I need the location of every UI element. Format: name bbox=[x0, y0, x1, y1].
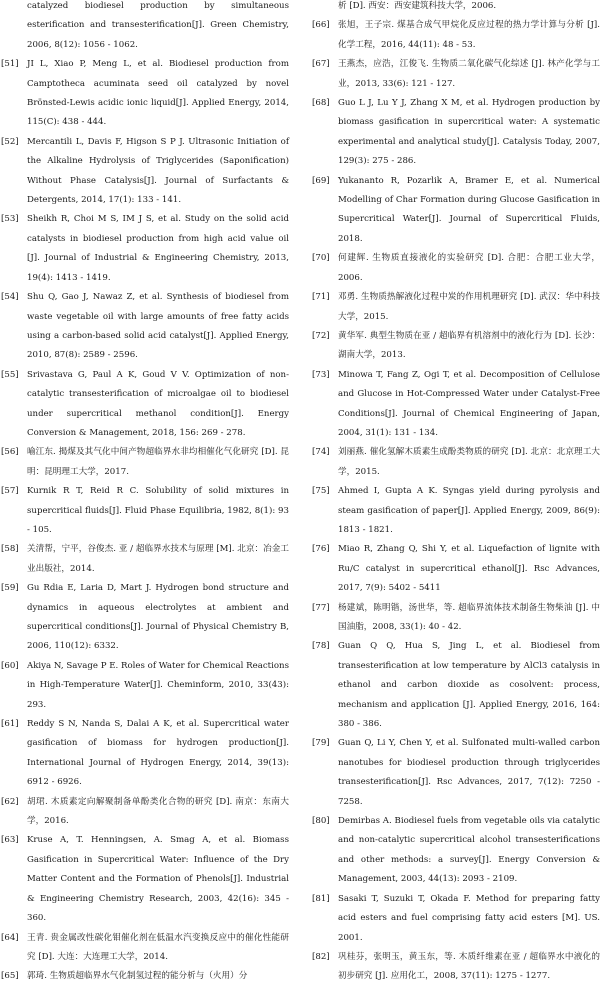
reference-text: Mercantili L, Davis F, Higson S P J. Ultrasonic Initiation of the Alkaline Hydrolysis of Triglycerides (Saponification) Without Phase Catalysis[J]. Journal of Surfactants & Detergents, 2014, 17(1): 133 - 141. bbox=[27, 136, 289, 206]
reference-entry bbox=[1, 540, 289, 579]
reference-text: 邓勇. 生物质热解液化过程中炭的作用机理研究 [D]. 武汉：华中科技大学，2015. bbox=[338, 292, 600, 322]
reference-text: Srivastava G, Paul A K, Goud V V. Optimization of non-catalytic transesterification of microalgae oil to biodiesel under supercritical methanol condition[J]. Energy Conversion & Management, 2018, 156: 269 - 278. bbox=[27, 369, 289, 438]
reference-entry bbox=[1, 443, 289, 482]
reference-number: [60] bbox=[1, 660, 19, 671]
reference-number: [54] bbox=[1, 292, 19, 303]
reference-entry bbox=[1, 929, 289, 968]
reference-number: [59] bbox=[1, 583, 19, 594]
reference-text: 析 [D]. 西安：西安建筑科技大学，2006. bbox=[338, 1, 497, 11]
reference-number: [53] bbox=[1, 214, 19, 225]
reference-entry bbox=[1, 210, 289, 288]
reference-number: [80] bbox=[312, 816, 330, 827]
reference-text: Demirbas A. Biodiesel fuels from vegetable oils via catalytic and non-catalytic supercritical alcohol transesterifications and other methods: a survey[J]. Energy Conversion & Management, 2003, 44(13): 2093 - 2109. bbox=[338, 816, 600, 885]
reference-entry bbox=[312, 637, 600, 734]
reference-number: [57] bbox=[1, 486, 19, 497]
reference-text: 胡珺. 木质素定向解聚制备单酚类化合物的研究 [D]. 南京：东南大学，2016. bbox=[27, 796, 289, 827]
reference-number: [52] bbox=[1, 136, 19, 147]
reference-number: [56] bbox=[1, 447, 19, 458]
reference-entry bbox=[312, 172, 600, 250]
reference-number: [64] bbox=[1, 932, 19, 943]
reference-entry bbox=[312, 734, 600, 812]
reference-text: Miao R, Zhang Q, Shi Y, et al. Liquefaction of lignite with Ru/C catalyst in supercritical ethanol[J]. Rsc Advances, 2017, 7(9): 5402 - 5411 bbox=[338, 544, 600, 594]
reference-entry bbox=[312, 890, 600, 948]
reference-number: [75] bbox=[312, 486, 330, 497]
reference-entry bbox=[1, 657, 289, 715]
reference-entry bbox=[312, 482, 600, 540]
reference-number: [61] bbox=[1, 719, 19, 730]
reference-entry bbox=[312, 249, 600, 288]
reference-number: [79] bbox=[312, 738, 330, 749]
reference-number: [65] bbox=[1, 971, 19, 982]
reference-text: Guo L J, Lu Y J, Zhang X M, et al. Hydrogen production by biomass gasification in supercritical water: A systematic experimental and analytical study[J]. Catalysis Today, 2007, 129(3): 275 - 286. bbox=[338, 98, 600, 167]
reference-text: Ahmed I, Gupta A K. Syngas yield during pyrolysis and steam gasification of paper[J]. Applied Energy, 2009, 86(9): 1813 - 1821. bbox=[338, 486, 600, 535]
reference-entry bbox=[1, 715, 289, 793]
reference-number: [58] bbox=[1, 544, 19, 555]
reference-text: Reddy S N, Nanda S, Dalai A K, et al. Supercritical water gasification of biomass for hydrogen production[J]. International Journal of Hydrogen Energy, 2014, 39(13): 6912 - 6926. bbox=[27, 719, 289, 788]
reference-number: [71] bbox=[312, 292, 330, 303]
reference-entry bbox=[312, 948, 600, 987]
reference-text: 王燕杰，应浩，江俊飞. 生物质二氧化碳气化综述 [J]. 林产化学与工业，2013, 33(6): 121 - 127. bbox=[338, 59, 600, 89]
reference-entry bbox=[1, 793, 289, 832]
reference-number: [76] bbox=[312, 544, 330, 555]
reference-text: Yukananto R, Pozarlik A, Bramer E, et al. Numerical Modelling of Char Formation during Glucose Gasification in Supercritical Water[J]. Journal of Supercritical Fluids, 2018. bbox=[338, 175, 600, 244]
reference-text: Gu Rdia E, Laria D, Mart J. Hydrogen bond structure and dynamics in aqueous electrolytes at ambient and supercritical conditions[J]. Journal of Physical Chemistry B, 2006, 110(12): 6332. bbox=[27, 583, 289, 652]
reference-text: 何建辉. 生物质直接液化的实验研究 [D]. 合肥：合肥工业大学，2006. bbox=[338, 253, 600, 283]
reference-number: [81] bbox=[312, 893, 330, 904]
reference-number: [62] bbox=[1, 796, 19, 807]
reference-text: 郭琦. 生物质超临界水气化制氢过程的能分析与（火用）分 bbox=[27, 971, 248, 982]
reference-entry bbox=[312, 0, 600, 16]
reference-entry bbox=[312, 812, 600, 890]
reference-number: [70] bbox=[312, 253, 330, 264]
reference-entry bbox=[1, 0, 289, 55]
reference-text: Kruse A, T. Henningsen, A. Smag A, et al. Biomass Gasification in Supercritical Water: Influence of the Dry Matter Content and the Formation of Phenols[J]. Industrial & Engineering Chemistry Research, 2003, 42(16): 345 - 360. bbox=[27, 835, 289, 924]
reference-entry bbox=[1, 831, 289, 928]
reference-entry bbox=[312, 443, 600, 482]
reference-entry bbox=[312, 327, 600, 366]
reference-entry bbox=[312, 288, 600, 327]
reference-entry bbox=[312, 599, 600, 638]
reference-entry bbox=[1, 579, 289, 657]
reference-text: 王青. 贵金属改性碳化钼催化剂在低温水汽变换反应中的催化性能研究 [D]. 大连：大连理工大学，2014. bbox=[27, 932, 289, 962]
reference-text: 张旭，王子宗. 煤基合成气甲烷化反应过程的热力学计算与分析 [J]. 化学工程，2016, 44(11): 48 - 53. bbox=[338, 20, 600, 50]
right-reference-column bbox=[312, 0, 600, 987]
reference-text: 黄华军. 典型生物质在亚 / 超临界有机溶剂中的液化行为 [D]. 长沙：湖南大学，2013. bbox=[338, 330, 600, 361]
reference-text: catalyzed biodiesel production by simultaneous esterification and transesterification[J]. Green Chemistry, 2006, 8(12): 1056 - 1062. bbox=[27, 1, 289, 50]
reference-entry bbox=[1, 366, 289, 444]
reference-text: Shu Q, Gao J, Nawaz Z, et al. Synthesis of biodiesel from waste vegetable oil with large amounts of free fatty acids using a carbon-based solid acid catalyst[J]. Applied Energy, 2010, 87(8): 2589 - 2596. bbox=[27, 292, 289, 361]
reference-entry bbox=[312, 55, 600, 94]
reference-entry bbox=[312, 94, 600, 172]
reference-text: 巩桂芬，张明玉，黄玉东，等. 木质纤维素在亚 / 超临界水中液化的初步研究 [J]. 应用化工，2008, 37(11): 1275 - 1277. bbox=[338, 951, 600, 982]
reference-text: 关清帮，宁平，谷俊杰. 亚 / 超临界水技术与原理 [M]. 北京：冶金工业出版社，2014. bbox=[27, 544, 289, 574]
reference-entry bbox=[312, 366, 600, 444]
reference-text: Sasaki T, Suzuki T, Okada F. Method for preparing fatty acid esters and fuel comprising fatty acid esters [M]. US. 2001. bbox=[338, 893, 600, 943]
reference-text: Kurnik R T, Reid R C. Solubility of solid mixtures in supercritical fluids[J]. Fluid Phase Equilibria, 1982, 8(1): 93 - 105. bbox=[27, 486, 289, 535]
reference-text: Minowa T, Fang Z, Ogi T, et al. Decomposition of Cellulose and Glucose in Hot-Compressed Water under Catalyst-Free Conditions[J]. Journal of Chemical Engineering of Japan, 2004, 31(1): 131 - 134. bbox=[338, 369, 600, 438]
reference-number: [78] bbox=[312, 641, 330, 652]
reference-text: 刘丽燕. 催化氢解木质素生成酚类物质的研究 [D]. 北京：北京理工大学，2015. bbox=[338, 447, 600, 477]
reference-entry bbox=[1, 288, 289, 366]
reference-number: [51] bbox=[1, 59, 19, 70]
reference-text: Guan Q, Li Y, Chen Y, et al. Sulfonated multi-walled carbon nanotubes for biodiesel production through triglycerides transesterification[J]. Rsc Advances, 2017, 7(12): 7250 - 7258. bbox=[338, 738, 600, 807]
reference-number: [68] bbox=[312, 98, 330, 109]
reference-number: [55] bbox=[1, 369, 19, 380]
reference-number: [74] bbox=[312, 447, 330, 458]
reference-entry bbox=[1, 967, 289, 986]
reference-number: [73] bbox=[312, 369, 330, 380]
reference-entry bbox=[312, 540, 600, 598]
reference-number: [82] bbox=[312, 951, 330, 962]
reference-entry bbox=[1, 55, 289, 133]
reference-entry bbox=[312, 16, 600, 55]
reference-entry bbox=[1, 482, 289, 540]
reference-number: [66] bbox=[312, 20, 330, 31]
reference-number: [72] bbox=[312, 330, 330, 341]
reference-entry bbox=[1, 133, 289, 211]
left-reference-column bbox=[1, 0, 289, 987]
reference-number: [69] bbox=[312, 175, 330, 186]
reference-text: Guan Q Q, Hua S, Jing L, et al. Biodiesel from transesterification at low temperature by AlCl3 catalysis in ethanol and carbon dioxide as cosolvent: process, mechanism and application [J]. Applied Energy, 2016, 164: 380 - 386. bbox=[338, 641, 600, 730]
reference-number: [63] bbox=[1, 835, 19, 846]
reference-text: 喻江东. 揭煤及其气化中间产物超临界水非均相催化气化研究 [D]. 昆明：昆明理工大学，2017. bbox=[27, 447, 289, 477]
reference-text: Akiya N, Savage P E. Roles of Water for Chemical Reactions in High-Temperature Water[J]. Cheminform, 2010, 33(43): 293. bbox=[27, 660, 289, 710]
reference-text: JI L, Xiao P, Meng L, et al. Biodiesel production from Camptotheca acuminata seed oil catalyzed by novel Brönsted-Lewis acidic ionic liquid[J]. Applied Energy, 2014, 115(C): 438 - 444. bbox=[27, 59, 289, 128]
reference-text: Sheikh R, Choi M S, IM J S, et al. Study on the solid acid catalysts in biodiesel production from high acid value oil [J]. Journal of Industrial & Engineering Chemistry, 2013, 19(4): 1413 - 1419. bbox=[27, 214, 289, 283]
reference-number: [67] bbox=[312, 59, 330, 70]
reference-number: [77] bbox=[312, 602, 330, 613]
reference-text: 杨建斌，陈明锴，汤世华，等. 超临界流体技术制备生物柴油 [J]. 中国油脂，2008, 33(1): 40 - 42. bbox=[338, 602, 600, 632]
